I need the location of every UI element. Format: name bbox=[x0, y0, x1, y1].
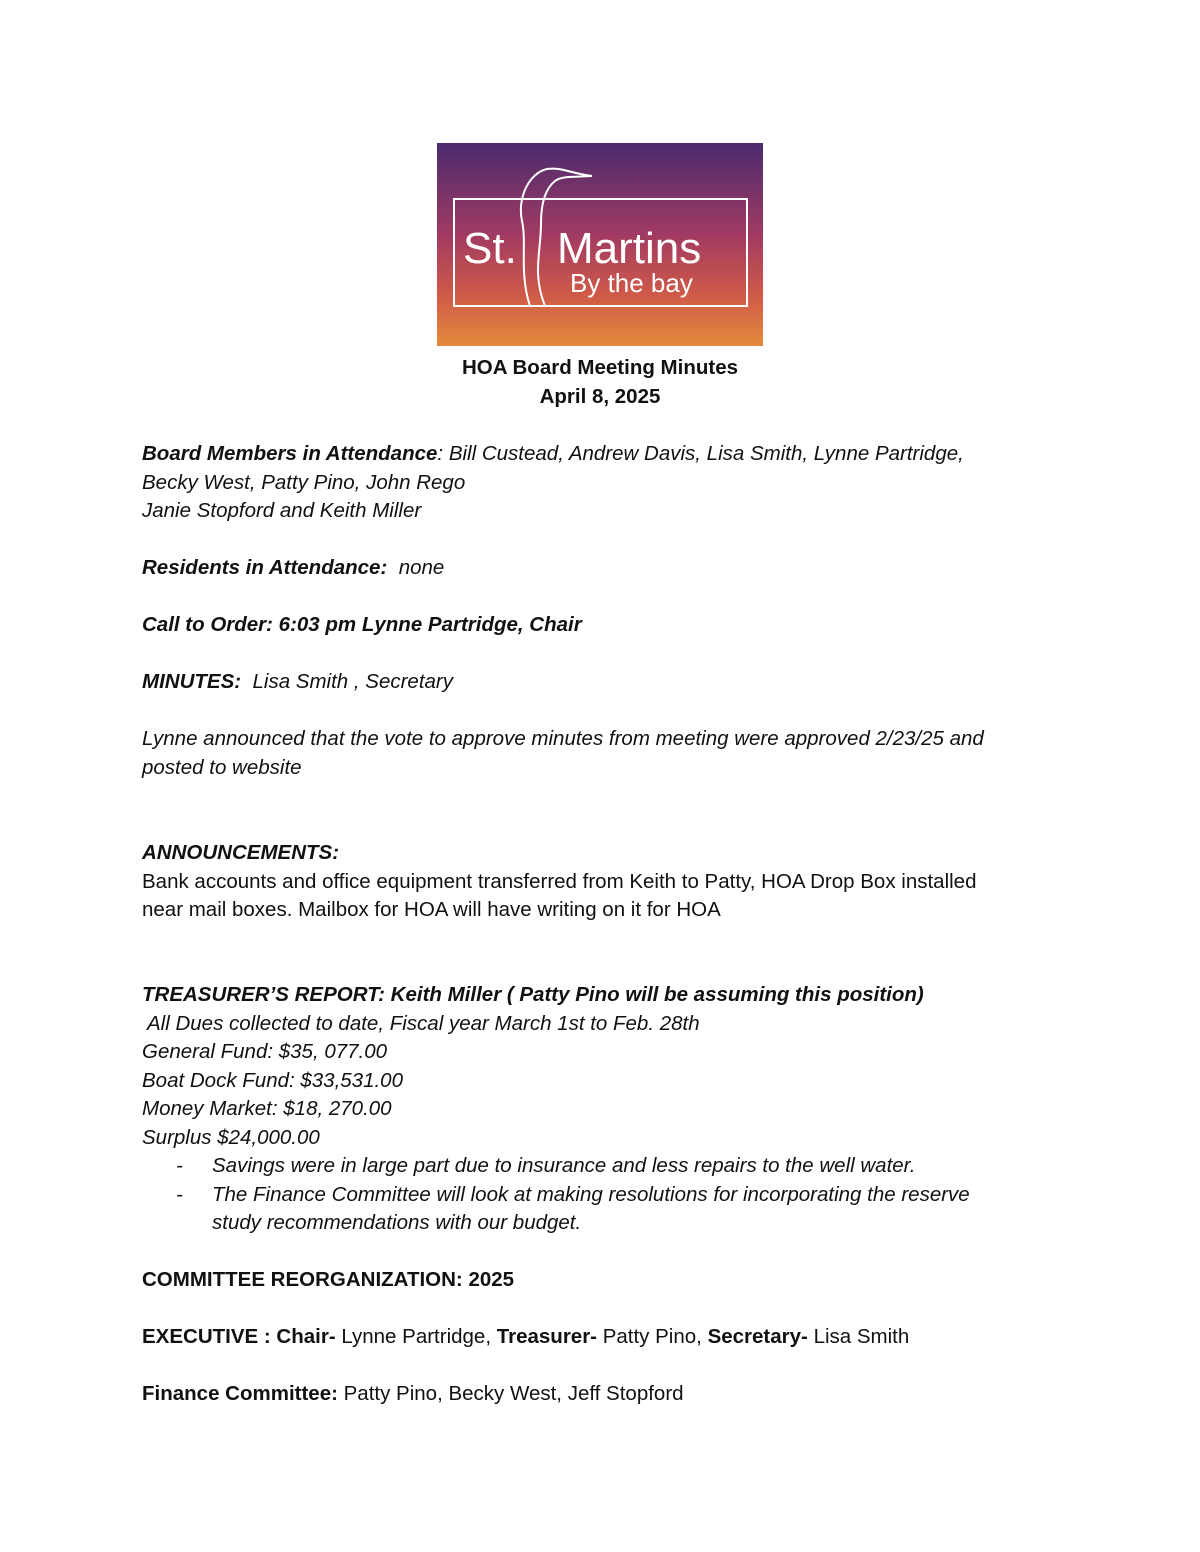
hoa-logo bbox=[437, 143, 763, 346]
logo-tagline: By the bay bbox=[570, 268, 693, 298]
committee-heading: COMMITTEE REORGANIZATION: 2025 bbox=[142, 1268, 515, 1291]
board-members-line2: Becky West, Patty Pino, John Rego bbox=[142, 470, 466, 494]
minutes-note-line2: posted to website bbox=[142, 755, 302, 779]
logo-word-martins: Martins bbox=[557, 224, 702, 273]
general-fund: General Fund: $35, 077.00 bbox=[142, 1040, 388, 1063]
residents-label: Residents in Attendance: bbox=[142, 556, 388, 579]
secretary-label: Secretary- bbox=[707, 1325, 808, 1348]
bullet-dash: - bbox=[176, 1182, 183, 1206]
finance-committee-line bbox=[142, 1380, 1062, 1409]
minutes-value: Lisa Smith , Secretary bbox=[252, 670, 453, 693]
treasurer-bullets bbox=[142, 1152, 1042, 1238]
bullet-dash: - bbox=[176, 1154, 183, 1177]
logo-graphic bbox=[437, 143, 763, 346]
list-item bbox=[142, 1181, 1042, 1238]
minutes-note-line1: Lynne announced that the vote to approve minutes from meeting were approved 2/23/25 and bbox=[142, 727, 984, 750]
surplus: Surplus $24,000.00 bbox=[142, 1125, 320, 1149]
boat-dock-fund: Boat Dock Fund: $33,531.00 bbox=[142, 1068, 403, 1092]
announcements-line1: Bank accounts and office equipment transferred from Keith to Patty, HOA Drop Box installed bbox=[142, 869, 977, 893]
executive-label: EXECUTIVE : bbox=[142, 1325, 271, 1348]
bullet-text: Savings were in large part due to insurance and less repairs to the well water. bbox=[212, 1154, 916, 1177]
treasurer-name: Patty Pino, bbox=[602, 1325, 702, 1348]
treasurer-heading: TREASURER’S REPORT: Keith Miller ( Patty Pino will be assuming this position) bbox=[142, 983, 924, 1006]
board-members-label: Board Members in Attendance bbox=[142, 442, 438, 465]
treasurer-dues: All Dues collected to date, Fiscal year March 1st to Feb. 28th bbox=[147, 1011, 700, 1035]
chair-label: Chair- bbox=[276, 1325, 336, 1348]
logo-word-st: St. bbox=[463, 224, 517, 273]
finance-committee-members: Patty Pino, Becky West, Jeff Stopford bbox=[343, 1382, 684, 1405]
board-members-line1: : Bill Custead, Andrew Davis, Lisa Smith, Lynne Partridge, bbox=[437, 442, 964, 465]
residents-value: none bbox=[398, 556, 445, 579]
executive-line bbox=[142, 1323, 1062, 1352]
finance-committee-label: Finance Committee: bbox=[142, 1382, 338, 1405]
board-members-line3: Janie Stopford and Keith Miller bbox=[142, 499, 422, 522]
announcements-heading: ANNOUNCEMENTS: bbox=[142, 841, 340, 864]
meeting-date: April 8, 2025 bbox=[539, 385, 661, 408]
residents-attendance bbox=[142, 554, 1062, 583]
board-members bbox=[142, 440, 1062, 526]
call-to-order: Call to Order: 6:03 pm Lynne Partridge, Chair bbox=[142, 613, 582, 636]
announcements-section bbox=[142, 839, 1062, 925]
secretary-name: Lisa Smith bbox=[813, 1325, 910, 1348]
minutes-section bbox=[142, 668, 1062, 697]
list-item bbox=[142, 1152, 1042, 1181]
page-title: HOA Board Meeting Minutes bbox=[462, 356, 738, 379]
chair-name: Lynne Partridge, bbox=[341, 1325, 492, 1348]
minutes-note bbox=[142, 725, 1062, 782]
minutes-label: MINUTES: bbox=[142, 670, 242, 693]
bullet-text: The Finance Committee will look at making resolutions for incorporating the reserve bbox=[212, 1182, 970, 1206]
money-market: Money Market: $18, 270.00 bbox=[142, 1097, 392, 1120]
announcements-line2: near mail boxes. Mailbox for HOA will have writing on it for HOA bbox=[142, 898, 721, 921]
treasurer-section bbox=[142, 981, 1062, 1152]
treasurer-label: Treasurer- bbox=[496, 1325, 598, 1348]
bullet-text-continued: study recommendations with our budget. bbox=[212, 1211, 582, 1234]
